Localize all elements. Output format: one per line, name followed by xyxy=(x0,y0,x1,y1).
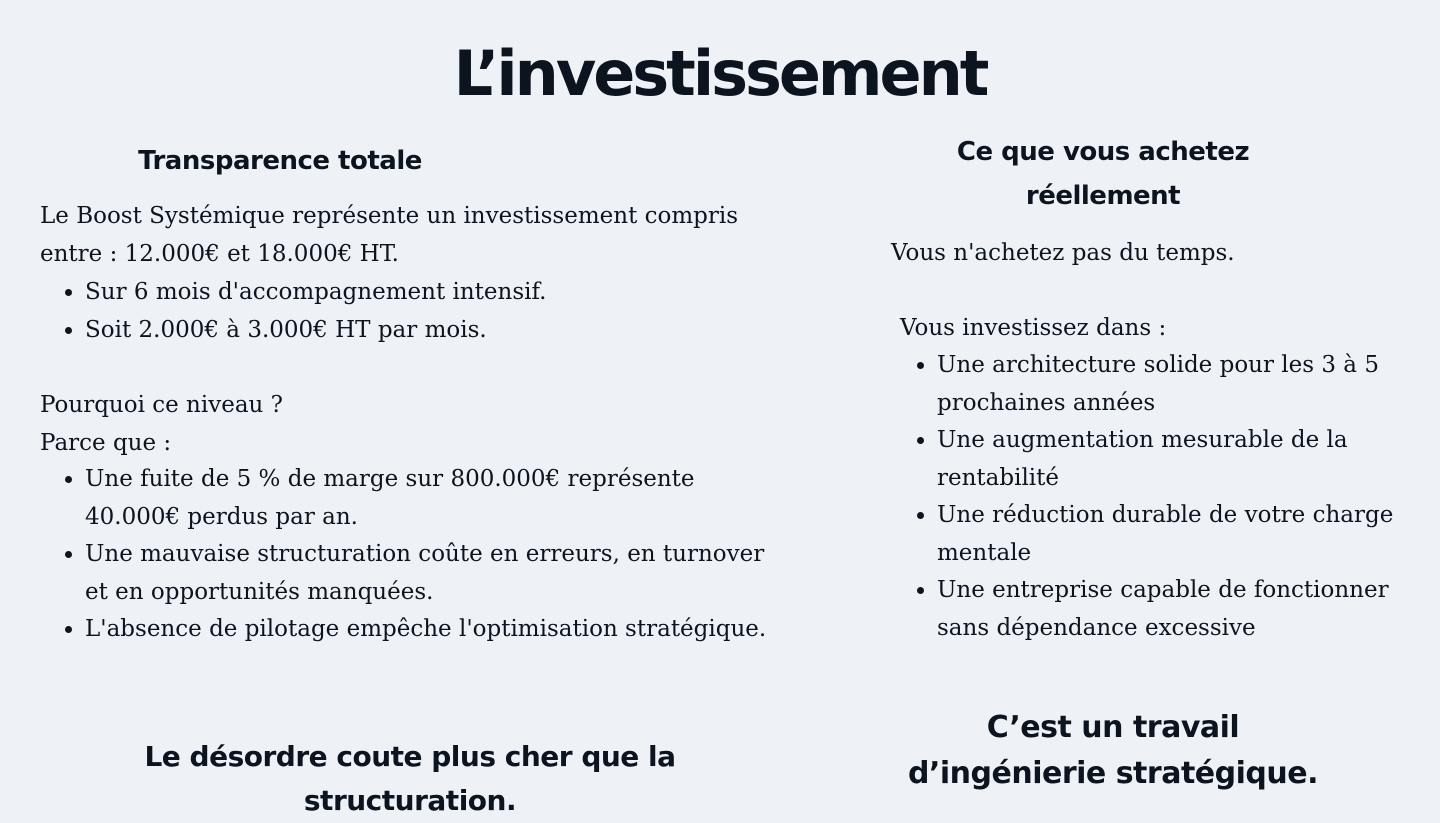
investment-benefits-list xyxy=(892,347,1415,647)
reason-item: • Une fuite de 5 % de marge sur 800.000€ représente 40.000€ perdus par an. xyxy=(85,461,785,536)
benefit-item: • Une réduction durable de votre charge mentale xyxy=(937,497,1415,572)
because-label: Parce que : xyxy=(40,429,172,456)
reason-item: • Une mauvaise structuration coûte en erreurs, en turnover et en opportunités manquées. xyxy=(85,536,785,611)
investment-intro: Le Boost Systémique représente un investissement compris entre : 12.000€ et 18.000€ HT. xyxy=(40,203,739,267)
benefit-item: • Une augmentation mesurable de la rentabilité xyxy=(937,422,1415,497)
why-block xyxy=(40,387,760,462)
pricing-item: • Sur 6 mois d'accompagnement intensif. xyxy=(85,274,805,312)
why-question: Pourquoi ce niveau ? xyxy=(40,392,283,418)
benefit-item: • Une entreprise capable de fonctionner sans dépendance excessive xyxy=(937,572,1415,647)
reasons-list xyxy=(40,461,785,649)
pricing-list xyxy=(40,274,805,349)
left-conclusion: Le désordre coute plus cher que la structuration. xyxy=(144,740,676,817)
what-you-buy-heading: Ce que vous achetez réellement xyxy=(956,137,1250,211)
right-conclusion: C’est un travail d’ingénierie stratégique. xyxy=(908,710,1318,791)
you-invest-in: Vous investissez dans : xyxy=(900,315,1167,341)
benefit-item: • Une architecture solide pour les 3 à 5 prochaines années xyxy=(937,347,1415,422)
page-title: L’investissement xyxy=(453,37,987,110)
not-buying-time: Vous n'achetez pas du temps. xyxy=(891,240,1235,266)
reason-item: • L'absence de pilotage empêche l'optimisation stratégique. xyxy=(85,611,785,649)
pricing-item: • Soit 2.000€ à 3.000€ HT par mois. xyxy=(85,312,805,350)
transparency-heading: Transparence totale xyxy=(138,146,422,176)
